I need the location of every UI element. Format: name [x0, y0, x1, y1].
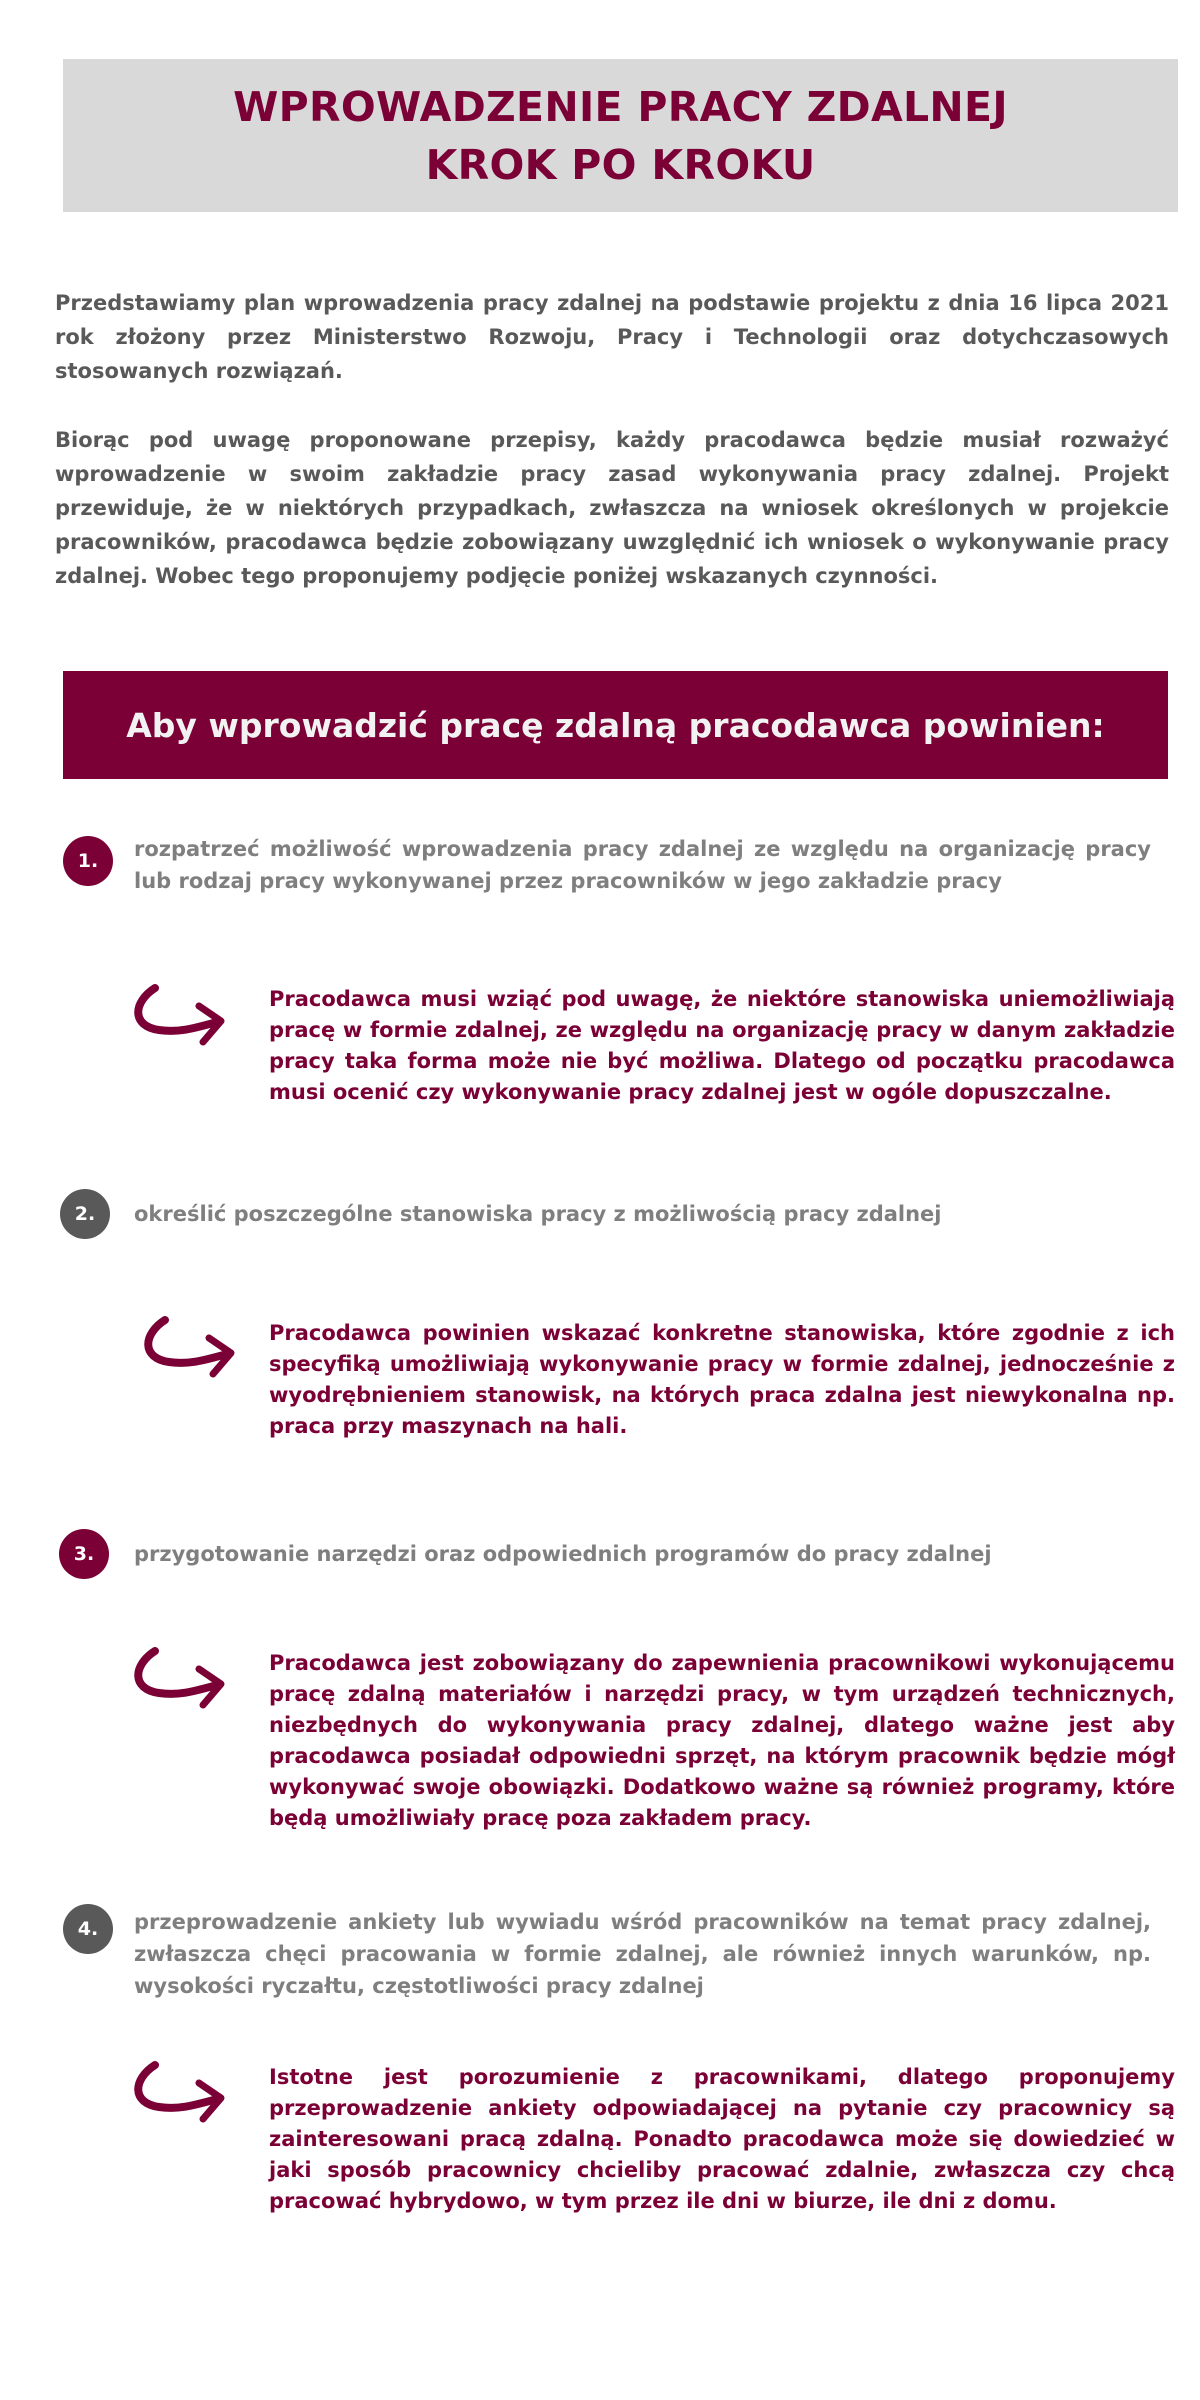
title-banner — [63, 59, 1178, 212]
intro-paragraph-1: Przedstawiamy plan wprowadzenia pracy zdalnej na podstawie projektu z dnia 16 lipca 2021 rok złożony przez Ministerstwo Rozwoju, Pracy i Technologii oraz dotychczasowych stosowanych rozwiązań. — [55, 291, 1169, 383]
section-banner-text: Aby wprowadzić pracę zdalną pracodawca powinien: — [126, 705, 1105, 745]
curved-arrow-icon — [139, 1316, 239, 1386]
step-4-description: Istotne jest porozumienie z pracownikami, dlatego proponujemy przeprowadzenie ankiety odpowiadającej na pytanie czy pracownicy są zainteresowani pracą zdalną. Ponadto pracodawca może się dowiedzieć w jaki sposób pracownicy chcieliby pracować zdalnie, zwłaszcza czy chcą pracować hybrydowo, w tym przez ile dni w biurze, ile dni z domu. — [269, 2065, 1175, 2213]
step-1-text: rozpatrzeć możliwość wprowadzenia pracy zdalnej ze względu na organizację pracy lub rodzaj pracy wykonywanej przez pracowników w jego zakładzie pracy — [134, 837, 1151, 893]
curved-arrow-icon — [129, 1647, 229, 1717]
section-banner — [63, 671, 1168, 779]
curved-arrow-icon — [129, 984, 229, 1054]
step-2-badge: 2. — [60, 1189, 110, 1239]
step-4-text: przeprowadzenie ankiety lub wywiadu wśród pracowników na temat pracy zdalnej, zwłaszcza chęci pracowania w formie zdalnej, ale również innych warunków, np. wysokości ryczałtu, częstotliwości pracy zdalnej — [134, 1910, 1151, 1998]
curved-arrow-icon — [129, 2061, 229, 2131]
step-4-badge: 4. — [63, 1904, 113, 1954]
step-3-description: Pracodawca jest zobowiązany do zapewnienia pracownikowi wykonującemu pracę zdalną materiałów i narzędzi pracy, w tym urządzeń technicznych, niezbędnych do wykonywania pracy zdalnej, dlatego ważne jest aby pracodawca posiadał odpowiedni sprzęt, na którym pracownik będzie mógł wykonywać swoje obowiązki. Dodatkowo ważne są również programy, które będą umożliwiały pracę poza zakładem pracy. — [269, 1651, 1175, 1830]
step-1-badge: 1. — [63, 836, 113, 886]
step-2-text: określić poszczególne stanowiska pracy z możliwością pracy zdalnej — [134, 1202, 942, 1226]
step-3-badge: 3. — [59, 1529, 109, 1579]
step-2-description: Pracodawca powinien wskazać konkretne stanowiska, które zgodnie z ich specyfiką umożliwiają wykonywanie pracy w formie zdalnej, jednocześnie z wyodrębnieniem stanowisk, na których praca zdalna jest niewykonalna np. praca przy maszynach na hali. — [269, 1321, 1175, 1438]
step-3-text: przygotowanie narzędzi oraz odpowiednich programów do pracy zdalnej — [134, 1542, 992, 1566]
intro-paragraph-2: Biorąc pod uwagę proponowane przepisy, każdy pracodawca będzie musiał rozważyć wprowadzenie w swoim zakładzie pracy zasad wykonywania pracy zdalnej. Projekt przewiduje, że w niektórych przypadkach, zwłaszcza na wniosek określonych w projekcie pracowników, pracodawca będzie zobowiązany uwzględnić ich wniosek o wykonywanie pracy zdalnej. Wobec tego proponujemy podjęcie poniżej wskazanych czynności. — [55, 428, 1169, 588]
step-1-description: Pracodawca musi wziąć pod uwagę, że niektóre stanowiska uniemożliwiają pracę w formie zdalnej, ze względu na organizację pracy w danym zakładzie pracy taka forma może nie być możliwa. Dlatego od początku pracodawca musi ocenić czy wykonywanie pracy zdalnej jest w ogóle dopuszczalne. — [269, 987, 1175, 1104]
page-title-line-2: KROK PO KROKU — [425, 140, 816, 189]
page-title-line-1: WPROWADZENIE PRACY ZDALNEJ — [233, 82, 1008, 131]
